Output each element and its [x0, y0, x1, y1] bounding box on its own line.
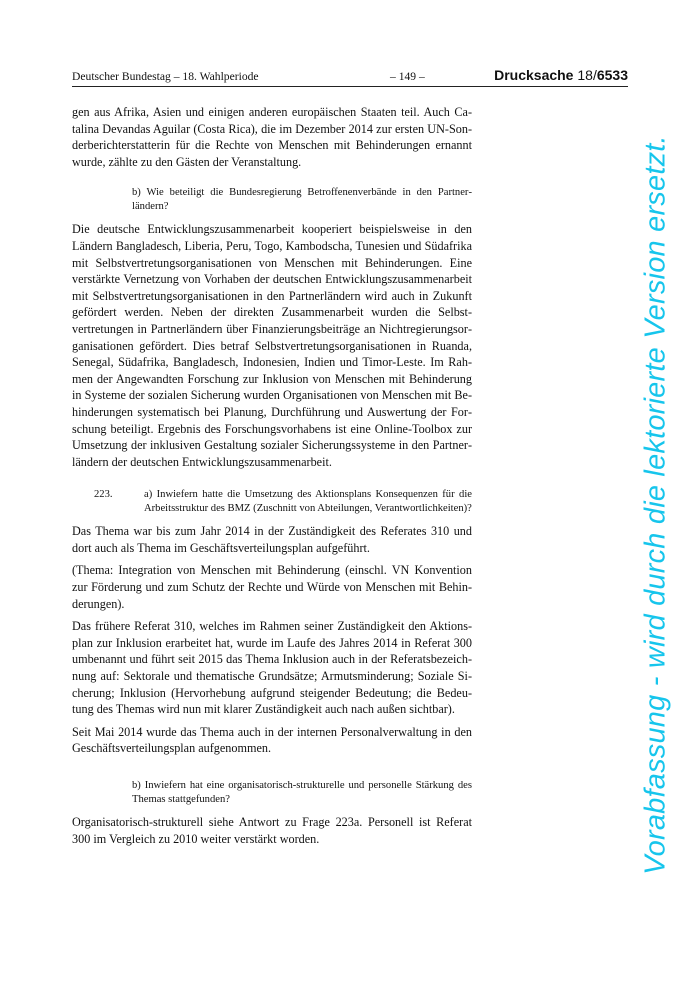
- document-number-suffix: 6533: [596, 67, 628, 83]
- document-number: [494, 68, 628, 82]
- header-rule: [72, 86, 628, 87]
- question-text: a) Inwiefern hatte die Umsetzung des Aktionsplans Konsequenzen für die Arbeitsstruktur des BMZ (Zuschnitt von Abteilungen, Verantwortlichkeiten)?: [144, 489, 472, 515]
- answer-paragraph: (Thema: Integration von Menschen mit Behinderung (einschl. VN Konvention zur Förderung und zum Schutz der Rechte und Würde von Menschen mit Behinderungen).: [72, 563, 472, 611]
- answer-paragraph: Das frühere Referat 310, welches im Rahmen seiner Zuständigkeit den Aktionsplan zur Inklusion erarbeitet hat, wurde im Laufe des Jahres 2014 in Referat 300 umbenannt und führt seit 2015 das Thema Inklusion auch in der Referatsbezeichnung auf: Sektorale und thematische Grundsätze; Armutsminderung; Soziale Sicherung; Inklusion (Hervorhebung aufgrund steigender Bedeutung; die Bedeutung des Themas wird nun mit klarer Zuständigkeit auch nach außen sichtbar).: [72, 619, 472, 717]
- draft-watermark: Vorabfassung - wird durch die lektorierte Version ersetzt.: [639, 135, 672, 875]
- question-number: 223.: [94, 489, 113, 501]
- answer-paragraph: Organisatorisch-strukturell siehe Antwort zu Frage 223a. Personell ist Referat 300 im Vergleich zu 2010 weiter verstärkt worden.: [72, 815, 472, 846]
- answer-paragraph: Das Thema war bis zum Jahr 2014 in der Zuständigkeit des Referates 310 und dort auch als Thema im Geschäftsverteilungsplan aufgeführt.: [72, 524, 472, 555]
- answer-paragraph: gen aus Afrika, Asien und einigen anderen europäischen Staaten teil. Auch Catalina Devandas Aguilar (Costa Rica), die im Dezember 2014 zur ersten UN-Sonderberichterstatterin für die Rechte von Menschen mit Behinderungen ernannt wurde, zählte zu den Gästen der Veranstaltung.: [72, 105, 472, 169]
- document-body: [72, 104, 472, 853]
- page-number: – 149 –: [390, 70, 425, 83]
- question-223b: b) Inwiefern hat eine organisatorisch-strukturelle und personelle Stärkung des Themas stattgefunden?: [132, 780, 472, 805]
- answer-paragraph: Die deutsche Entwicklungszusammenarbeit kooperiert beispielsweise in den Ländern Bangladesch, Liberia, Peru, Togo, Kambodscha, Tunesien und Südafrika mit Selbstvertretungsorganisationen von Menschen mit Behinderungen. Eine verstärkte Vernetzung von Vorhaben der deutschen Entwicklungszusammenarbeit mit Selbstvertretungsorganisationen in den Partnerländern wird auch in Zukunft gefördert werden. Neben der direkten Zusammenarbeit wurden die Selbstvertretungen in Partnerländern über Finanzierungsbeiträge an Nichtregierungsorganisationen gefördert. Dies betraf Selbstvertretungsorganisationen in Ruanda, Senegal, Südafrika, Bangladesch, Indonesien, Indien und Timor-Leste. Im Rahmen der Angewandten Forschung zur Inklusion von Menschen mit Behinderung in Systeme der sozialen Sicherung wurden Organisationen von Menschen mit Behinderungen systematisch bei Planung, Durchführung und Auswertung der Forschung beteiligt. Ergebnis des Forschungsvorhabens ist eine Online-Toolbox zur Umsetzung der inklusiven Gestaltung sozialer Sicherungssysteme in den Partnerländern der deutschen Entwicklungszusammenarbeit.: [72, 222, 472, 469]
- header-parliament: Deutscher Bundestag – 18. Wahlperiode: [72, 70, 259, 83]
- document-label: Drucksache: [494, 67, 574, 83]
- answer-paragraph: Seit Mai 2014 wurde das Thema auch in der internen Personalverwaltung in den Geschäftsverteilungsplan aufgenommen.: [72, 724, 472, 756]
- document-number-prefix: 18/: [577, 67, 597, 83]
- question-223a: [72, 488, 472, 516]
- question-222b: b) Wie beteiligt die Bundesregierung Betroffenenverbände in den Partnerländern?: [132, 187, 472, 213]
